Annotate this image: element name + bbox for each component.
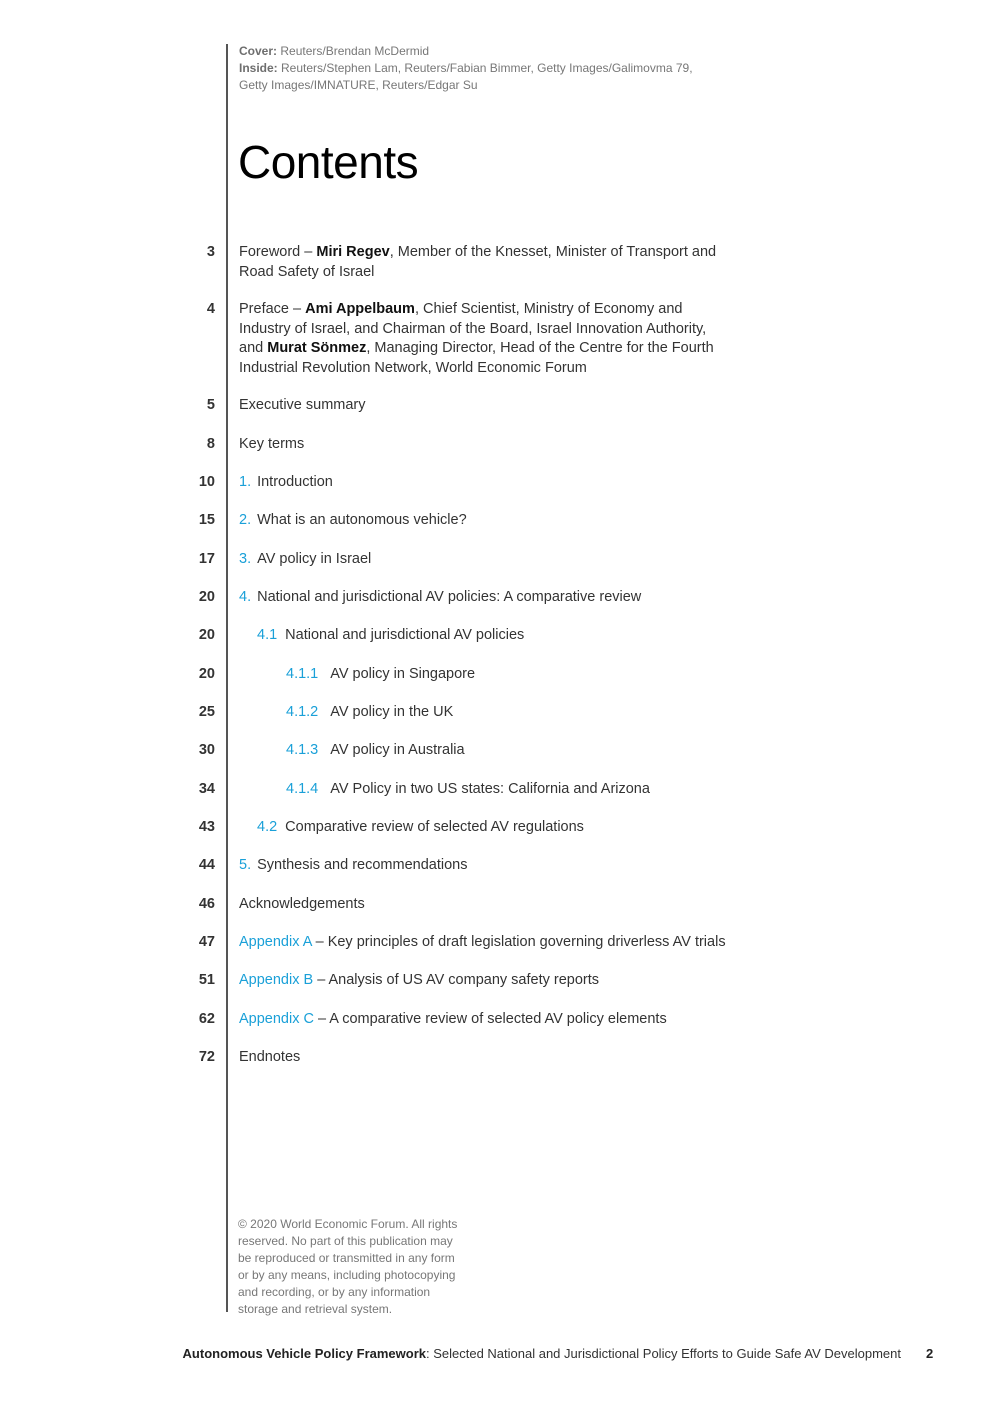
toc-page-number: 34 [198, 781, 215, 797]
toc-entry-text: 4. National and jurisdictional AV policies: A comparative review [239, 588, 729, 608]
section-number: 4.1.1 [286, 666, 319, 682]
toc-entry-text: 4.1.3 AV policy in Australia [286, 741, 776, 761]
toc-entry-text: 4.1.4 AV Policy in two US states: California and Arizona [286, 780, 776, 800]
section-number: 4.1.3 [286, 742, 319, 758]
toc-page-number: 20 [198, 589, 215, 605]
vertical-rule [226, 44, 228, 1312]
toc-page-number: 51 [198, 972, 215, 988]
toc-page-number: 5 [206, 397, 215, 413]
toc-page-number: 15 [198, 512, 215, 528]
toc-entry-text: Executive summary [239, 397, 366, 413]
toc-entry-text: Foreword – Miri Regev, Member of the Knesset, Minister of Transport and Road Safety of Israel [239, 244, 717, 280]
toc-page-number: 72 [198, 1049, 215, 1065]
toc-page-number: 30 [198, 742, 215, 758]
photo-credits [239, 43, 719, 94]
toc-page-number: 43 [198, 819, 215, 835]
toc-page-number: 20 [198, 627, 215, 643]
toc-page-number: 47 [198, 934, 215, 950]
toc-page-number: 62 [198, 1011, 215, 1027]
toc-entry-text: 2. What is an autonomous vehicle? [239, 511, 729, 531]
toc-page-number: 25 [198, 704, 215, 720]
toc-entry-text: Key terms [239, 436, 305, 452]
toc-page-number: 10 [198, 474, 215, 490]
appendix-link[interactable]: Appendix B [239, 972, 314, 988]
toc-page-number: 20 [198, 666, 215, 682]
appendix-link[interactable]: Appendix A [239, 934, 312, 950]
toc-page-number: 46 [198, 896, 215, 912]
appendix-link[interactable]: Appendix C [239, 1011, 314, 1027]
toc-entry-text: Acknowledgements [239, 896, 365, 912]
toc-entry-text: Appendix C – A comparative review of selected AV policy elements [239, 1011, 667, 1027]
toc-entry-text: Endnotes [239, 1049, 301, 1065]
footer-page-number: 2 [926, 1346, 934, 1361]
section-number: 4.1.4 [286, 781, 319, 797]
toc-entry-text: Appendix A – Key principles of draft legislation governing driverless AV trials [239, 934, 726, 950]
toc-page-number: 8 [206, 436, 215, 452]
section-number: 2. [239, 512, 252, 528]
section-number: 4.1.2 [286, 704, 319, 720]
page-title: Contents [238, 136, 419, 188]
toc-entry-text: 4.1.1 AV policy in Singapore [286, 665, 776, 685]
section-number: 1. [239, 474, 252, 490]
footer-title: Autonomous Vehicle Policy Framework: Selected National and Jurisdictional Policy Efforts to Guide Safe AV Development [182, 1346, 901, 1361]
toc-page-number: 17 [198, 551, 215, 567]
section-number: 4. [239, 589, 252, 605]
inside-credit-cont: Getty Images/IMNATURE, Reuters/Edgar Su [239, 78, 478, 92]
toc-entry-text: 3. AV policy in Israel [239, 550, 729, 570]
toc-page-number: 4 [206, 301, 215, 317]
section-number: 5. [239, 857, 252, 873]
section-number: 4.1 [257, 627, 278, 643]
section-number: 4.2 [257, 819, 278, 835]
inside-credit: Inside: Reuters/Stephen Lam, Reuters/Fabian Bimmer, Getty Images/Galimovma 79, [239, 61, 693, 75]
toc-entry-text: Appendix B – Analysis of US AV company safety reports [239, 972, 600, 988]
toc-page-number: 3 [206, 244, 215, 260]
toc-entry-text: 4.1.2 AV policy in the UK [286, 703, 776, 723]
toc-entry-text: 1. Introduction [239, 473, 729, 493]
toc-entry-text: Preface – Ami Appelbaum, Chief Scientist, Ministry of Economy and Industry of Israel, and Chairman of the Board, Israel Innovation Authority, and Murat Sönmez, Managing Director, Head of the Centre for the Fourth Industrial Revolution Network, World Economic Forum [239, 301, 714, 376]
cover-credit: Cover: Reuters/Brendan McDermid [239, 44, 430, 58]
toc-entry-text: 4.2 Comparative review of selected AV regulations [257, 818, 747, 838]
copyright-notice: © 2020 World Economic Forum. All rights reserved. No part of this publication may be reproduced or transmitted in any form or by any means, including photocopying and recording, or by any information storage and retrieval system. [238, 1217, 458, 1316]
toc-entry-text: 4.1 National and jurisdictional AV policies [257, 626, 747, 646]
toc-entry-text: 5. Synthesis and recommendations [239, 856, 729, 876]
section-number: 3. [239, 551, 252, 567]
toc-page-number: 44 [198, 857, 215, 873]
page-footer [0, 1346, 992, 1366]
